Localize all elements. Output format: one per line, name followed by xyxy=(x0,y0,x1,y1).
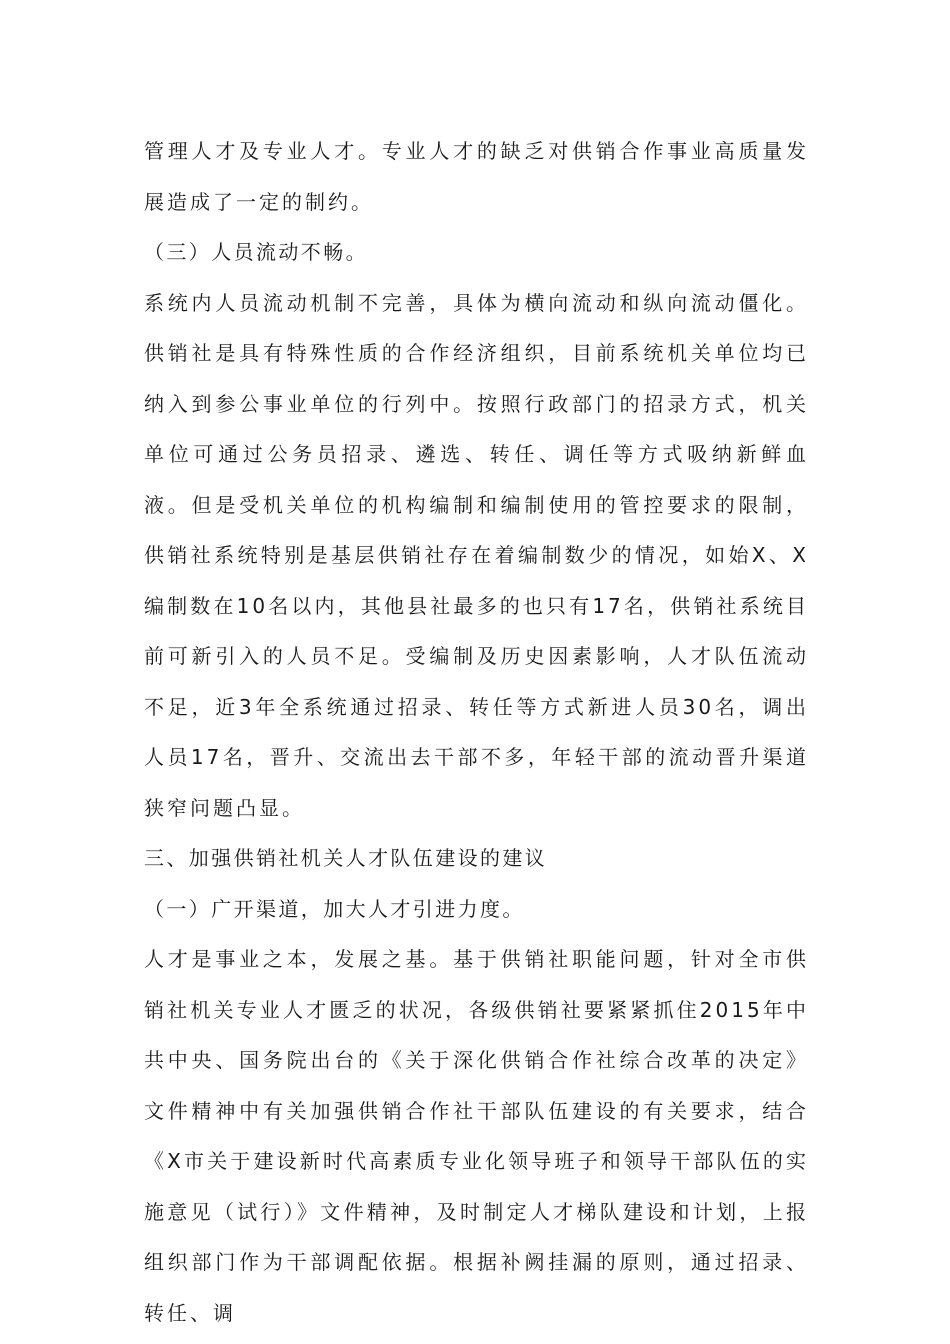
section-heading-suggestions: 三、加强供销社机关人才队伍建设的建议 xyxy=(144,846,548,870)
subheading-personnel-flow: （三）人员流动不畅。 xyxy=(144,240,368,264)
subheading-talent-introduction: （一）广开渠道，加大人才引进力度。 xyxy=(144,896,525,921)
paragraph-talent-introduction: 人才是事业之本，发展之基。基于供销社职能问题，针对全市供销社机关专业人才匮乏的状况，各级供销社要紧紧抓住2015年中共中央、国务院出台的《关于深化供销合作社综合改革的决定》文件精神中有关加强供销合作社干部队伍建设的有关要求，结合《X市关于建设新时代高素质专业化领导班子和领导干部队伍的实施意见（试行）》文件精神，及时制定人才梯队建设和计划，上报组织部门作为干部调配依据。根据补阙挂漏的原则，通过招录、转任、调 xyxy=(144,947,809,1325)
document-body xyxy=(144,126,809,1338)
paragraph-talent-shortage-end: 管理人才及专业人才。专业人才的缺乏对供销合作事业高质量发展造成了一定的制约。 xyxy=(144,139,809,214)
paragraph-personnel-flow: 系统内人员流动机制不完善，具体为横向流动和纵向流动僵化。供销社是具有特殊性质的合作经济组织，目前系统机关单位均已纳入到参公事业单位的行列中。按照行政部门的招录方式，机关单位可通过公务员招录、遴选、转任、调任等方式吸纳新鲜血液。但是受机关单位的机构编制和编制使用的管控要求的限制，供销社系统特别是基层供销社存在着编制数少的情况，如始X、X编制数在10名以内，其他县社最多的也只有17名，供销社系统目前可新引入的人员不足。受编制及历史因素影响，人才队伍流动不足，近3年全系统通过招录、转任等方式新进人员30名，调出人员17名，晋升、交流出去干部不多，年轻干部的流动晋升渠道狭窄问题凸显。 xyxy=(144,290,809,820)
